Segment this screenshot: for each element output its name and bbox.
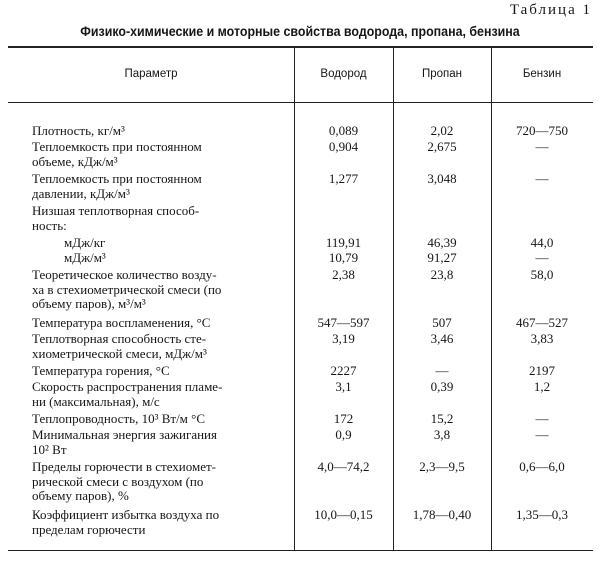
hydrogen-value: 119,91 <box>325 235 362 250</box>
hydrogen-value: 10,0—0,15 <box>314 507 373 522</box>
gasoline-value: 0,6—6,0 <box>519 459 565 474</box>
hydrogen-value: 172 <box>333 411 354 426</box>
column-divider-3 <box>491 47 492 550</box>
hydrogen-value: 0,904 <box>328 139 359 154</box>
parameter-text: Температура воспламенения, °С <box>32 315 211 330</box>
header-propane: Пропан <box>421 68 463 80</box>
parameter-text: пределам горючести <box>32 521 146 537</box>
parameter-text: Скорость распространения пламе- <box>32 379 223 394</box>
gasoline-value: — <box>535 411 549 426</box>
column-divider-2 <box>393 47 394 550</box>
column-divider-1 <box>294 47 295 550</box>
gasoline-value: — <box>535 139 549 154</box>
gasoline-value: — <box>535 250 549 265</box>
table-bottom-rule <box>8 550 593 551</box>
parameter-text: объеме, кДж/м³ <box>32 153 118 169</box>
gasoline-value: 1,35—0,3 <box>516 507 568 522</box>
hydrogen-value: 4,0—74,2 <box>317 459 370 474</box>
parameter-text: Теплотворная способность сте- <box>32 331 207 346</box>
parameter-text: Минимальная энергия зажигания <box>32 427 217 442</box>
parameter-text: 10² Вт <box>32 441 67 457</box>
hydrogen-value: 3,19 <box>332 331 355 346</box>
gasoline-value: 44,0 <box>530 235 554 250</box>
parameter-text: давлении, кДж/м³ <box>32 185 130 201</box>
parameter-text: ни (максимальная), м/с <box>32 393 160 409</box>
hydrogen-value: 2227 <box>330 363 357 378</box>
propane-value: 2,3—9,5 <box>419 459 465 474</box>
propane-value: 1,78—0,40 <box>412 507 472 522</box>
hydrogen-value: 547—597 <box>317 315 370 330</box>
propane-value: 91,27 <box>427 250 457 265</box>
header-gasoline: Бензин <box>522 68 562 80</box>
propane-value: 3,46 <box>430 331 454 346</box>
table-header-rule <box>8 102 593 103</box>
parameter-text: Плотность, кг/м³ <box>32 123 125 138</box>
propane-value: 2,675 <box>427 139 457 154</box>
hydrogen-value: 1,277 <box>328 171 359 186</box>
parameter-text: объему паров), м³/м³ <box>32 296 146 311</box>
parameter-text: рической смеси с воздухом (по <box>32 473 204 489</box>
gasoline-value: 467—527 <box>516 315 568 330</box>
propane-value: 0,39 <box>430 379 454 394</box>
parameter-text: Теплоемкость при постоянном <box>32 171 202 186</box>
propane-value: 3,8 <box>433 427 451 442</box>
propane-value: — <box>435 363 449 378</box>
propane-value: 15,2 <box>430 411 454 426</box>
propane-value: 46,39 <box>427 235 457 250</box>
parameter-text: мДж/м³ <box>64 250 106 265</box>
propane-value: 2,02 <box>430 123 454 138</box>
hydrogen-value: 10,79 <box>328 250 359 265</box>
gasoline-value: 720—750 <box>516 123 568 138</box>
parameter-text: ность: <box>32 217 67 233</box>
propane-value: 3,048 <box>427 171 457 186</box>
gasoline-value: — <box>535 171 549 186</box>
gasoline-value: 58,0 <box>530 267 554 282</box>
table-number-label: Таблица 1 <box>509 2 592 18</box>
parameter-text: Температура горения, °С <box>32 363 170 378</box>
header-parameter: Параметр <box>124 68 178 80</box>
table-top-rule <box>8 46 593 48</box>
parameter-text: хиометрической смеси, мДж/м³ <box>32 345 207 361</box>
hydrogen-value: 2,38 <box>332 267 355 282</box>
hydrogen-value: 0,9 <box>335 427 352 442</box>
table-caption: Физико-химические и моторные свойства водорода, пропана, бензина <box>80 24 520 39</box>
parameter-text: мДж/кг <box>64 235 106 250</box>
gasoline-value: — <box>535 427 549 442</box>
parameter-text: Теплопроводность, 10³ Вт/м °С <box>32 411 206 426</box>
parameter-text: Низшая теплотворная способ- <box>32 203 200 218</box>
propane-value: 23,8 <box>430 267 454 282</box>
gasoline-value: 1,2 <box>533 379 551 394</box>
gasoline-value: 3,83 <box>530 331 554 346</box>
hydrogen-value: 3,1 <box>335 379 352 394</box>
header-hydrogen: Водород <box>320 68 367 80</box>
parameter-text: Теоретическое количество возду- <box>32 267 217 282</box>
parameter-text: Пределы горючести в стехиомет- <box>32 459 217 474</box>
gasoline-value: 2197 <box>529 363 555 378</box>
parameter-text: Теплоемкость при постоянном <box>32 139 202 154</box>
propane-value: 507 <box>432 315 452 330</box>
parameter-text: объему паров), % <box>32 488 129 503</box>
hydrogen-value: 0,089 <box>328 123 359 138</box>
parameter-text: ха в стехиометрической смеси (по <box>32 281 222 297</box>
parameter-text: Коэффициент избытка воздуха по <box>32 507 220 522</box>
